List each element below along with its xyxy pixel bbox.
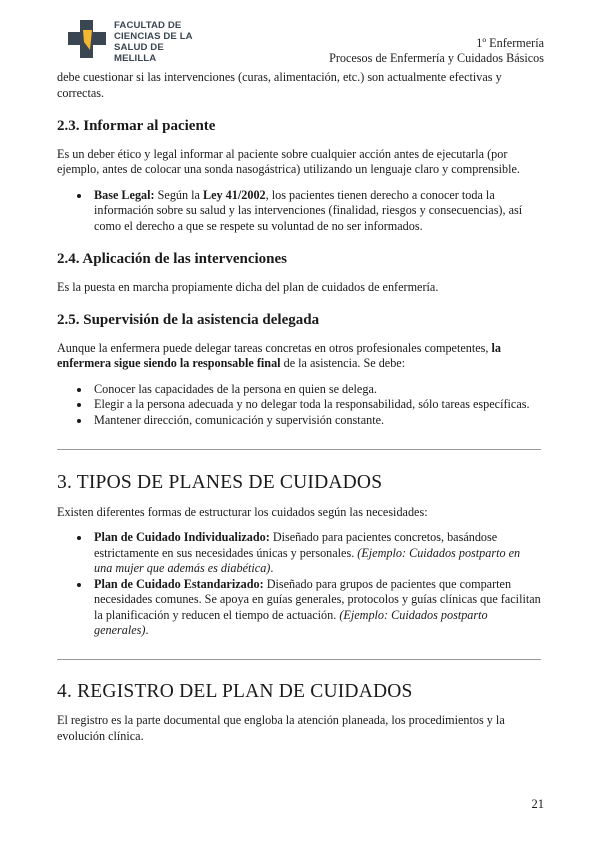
section-2-3-heading: 2.3. Informar al paciente — [57, 118, 216, 134]
section-2-4-heading: 2.4. Aplicación de las intervenciones — [57, 251, 287, 267]
section-2-3-paragraph: Es un deber ético y legal informar al paciente sobre cualquier acción antes de ejecutarla (por ejemplo, antes de colocar una sonda nasogástrica) utilizando un lenguaje claro y comprensible. — [57, 146, 520, 176]
list-item: • Elegir a la persona adecuada y no delegar toda la responsabilidad, sólo tareas específicas. — [91, 397, 541, 413]
course-label: 1º Enfermería — [476, 36, 544, 50]
list-item: • Base Legal: Según la Ley 41/2002, los pacientes tienen derecho a conocer toda la información sobre su salud y las intervenciones (finalidad, riesgos y consecuencias), así como el derecho a que se respete su voluntad de no ser informados. — [91, 188, 541, 235]
legal-basis-list — [57, 188, 541, 235]
university-crest-icon — [68, 20, 106, 58]
subject-label: Procesos de Enfermería y Cuidados Básicos — [329, 51, 544, 65]
list-item: • Conocer las capacidades de la persona en quien se delega. — [91, 382, 541, 398]
section-4-heading: 4. REGISTRO DEL PLAN DE CUIDADOS — [57, 680, 413, 702]
page-number: 21 — [531, 797, 544, 811]
list-item: • Plan de Cuidado Individualizado: Diseñado para pacientes concretos, basándose estrictamente en sus necesidades únicas y personales. (Ejemplo: Cuidados postparto en una mujer que además es diabética). — [91, 530, 541, 577]
section-4-paragraph: El registro es la parte documental que engloba la atención planeada, los procedimientos y la evolución clínica. — [57, 713, 505, 743]
care-plan-types-list — [57, 530, 541, 639]
list-item: • Plan de Cuidado Estandarizado: Diseñado para grupos de pacientes que comparten necesidades comunes. Se apoya en guías generales, protocolos y guías clínicas que facilitan la planificación y reducen el tiempo de actuación. (Ejemplo: Cuidados postparto generales). — [91, 577, 541, 639]
page-content — [57, 70, 541, 744]
document-header — [329, 36, 544, 66]
list-item: • Mantener dirección, comunicación y supervisión constante. — [91, 413, 541, 429]
section-2-5-paragraph: Aunque la enfermera puede delegar tareas concretas en otros profesionales competentes, la enfermera sigue siendo la responsable final de la asistencia. Se debe: — [57, 340, 501, 370]
section-3-heading: 3. TIPOS DE PLANES DE CUIDADOS — [57, 472, 383, 493]
institution-name: FACULTAD DE CIENCIAS DE LA SALUD DE MELILLA — [114, 20, 193, 64]
delegation-list — [57, 382, 541, 429]
intro-paragraph: debe cuestionar si las intervenciones (curas, alimentación, etc.) son actualmente efectivas y correctas. — [57, 70, 502, 100]
section-2-5-heading: 2.5. Supervisión de la asistencia delegada — [57, 312, 320, 328]
section-2-4-paragraph: Es la puesta en marcha propiamente dicha del plan de cuidados de enfermería. — [57, 279, 439, 294]
faculty-logo — [68, 20, 208, 64]
section-3-paragraph: Existen diferentes formas de estructurar los cuidados según las necesidades: — [57, 504, 428, 519]
